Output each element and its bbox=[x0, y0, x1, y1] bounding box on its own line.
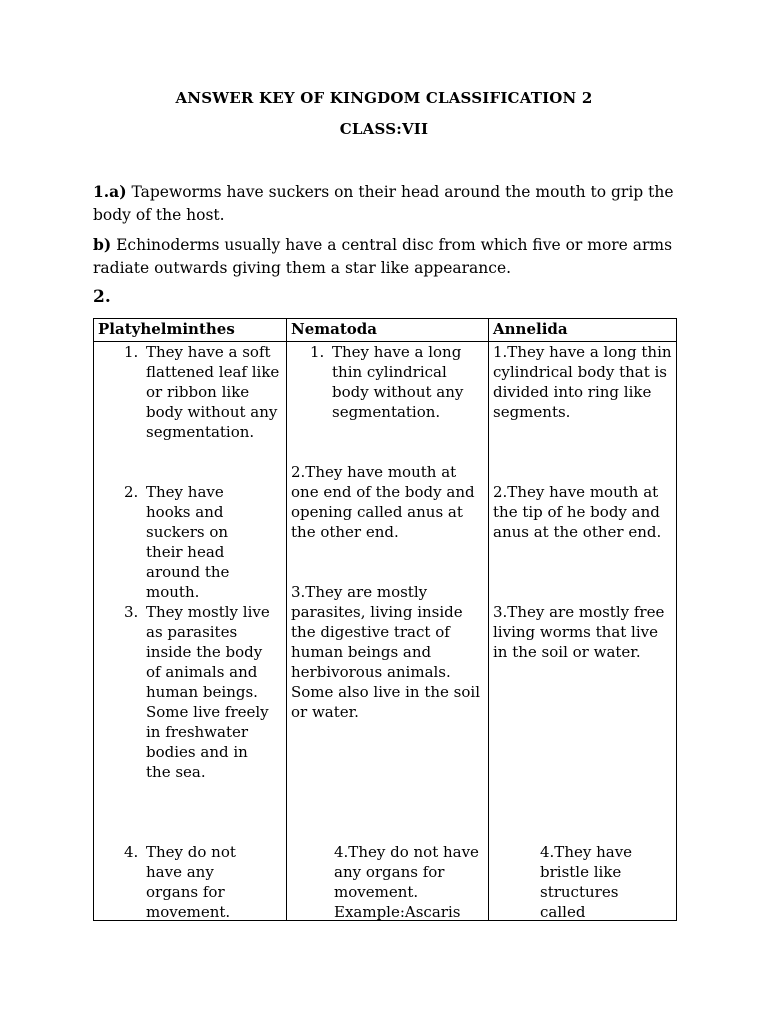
list-item: 4.They have bristle like structures called bbox=[540, 843, 633, 920]
list-item-text: They do not have any organs for movement. bbox=[146, 843, 236, 920]
list-item-text: They mostly live as parasites inside the body of animals and human beings. Some live freely in freshwater bodies and in the sea. bbox=[146, 603, 270, 781]
answer-1a-marker: 1.a) bbox=[93, 182, 127, 201]
list-item: 3.They are mostly free living worms that live in the soil or water. bbox=[493, 603, 665, 661]
class-label: CLASS:VII bbox=[339, 120, 429, 138]
list-item-number: 2. bbox=[124, 483, 139, 501]
list-item-number: 1. bbox=[124, 343, 139, 361]
list-item-number: 3. bbox=[124, 603, 139, 621]
list-item: 4.They do not have any organs for movement. Example:Ascaris bbox=[334, 843, 479, 920]
header-nematoda: Nematoda bbox=[287, 319, 489, 342]
answer-1a bbox=[93, 180, 683, 227]
list-item: 2.They have mouth at the tip of he body and anus at the other end. bbox=[493, 483, 662, 541]
annelida-cell bbox=[489, 342, 677, 921]
list-item: 1.They have a long thin cylindrical body that is divided into ring like segments. bbox=[493, 343, 672, 421]
question-2-marker: 2. bbox=[93, 287, 111, 307]
comparison-table bbox=[93, 318, 677, 921]
header-platyhelminthes: Platyhelminthes bbox=[94, 319, 287, 342]
answer-1b-text: Echinoderms usually have a central disc from which five or more arms radiate outwards giving them a star like appearance. bbox=[93, 236, 673, 277]
list-item-text: They have a long thin cylindrical body without any segmentation. bbox=[332, 343, 464, 421]
table-header-row bbox=[94, 319, 677, 342]
answer-1b-marker: b) bbox=[93, 235, 112, 254]
list-item: 3.They are mostly parasites, living inside the digestive tract of human beings and herbivorous animals. Some also live in the soil or water. bbox=[291, 583, 481, 721]
document-title: ANSWER KEY OF KINGDOM CLASSIFICATION 2 bbox=[175, 89, 593, 107]
list-item-number: 1. bbox=[310, 343, 325, 361]
platyhelminthes-cell bbox=[94, 342, 287, 921]
nematoda-cell bbox=[287, 342, 489, 921]
answer-1b bbox=[93, 233, 683, 280]
answer-1a-text: Tapeworms have suckers on their head around the mouth to grip the body of the host. bbox=[93, 183, 674, 224]
list-item-number: 4. bbox=[124, 843, 139, 861]
table-body-row bbox=[94, 342, 677, 921]
list-item-text: They have hooks and suckers on their head around the mouth. bbox=[146, 483, 230, 601]
list-item: 2.They have mouth at one end of the body and opening called anus at the other end. bbox=[291, 463, 475, 541]
list-item-text: They have a soft flattened leaf like or ribbon like body without any segmentation. bbox=[146, 343, 280, 441]
header-annelida: Annelida bbox=[489, 319, 677, 342]
